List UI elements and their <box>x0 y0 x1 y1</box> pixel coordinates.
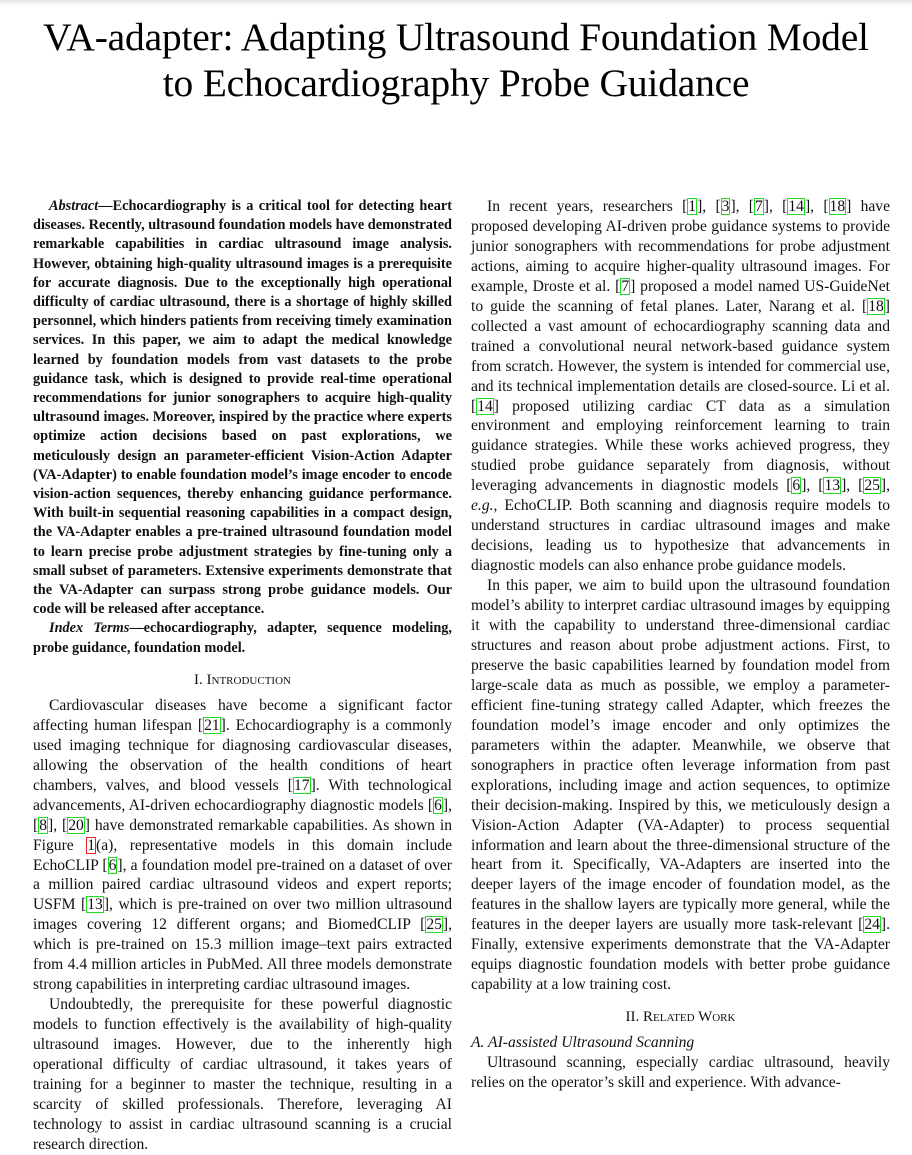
citation-link[interactable]: 24 <box>864 916 880 934</box>
text-run: ]. Finally, extensive experiments demonstrate that the VA-Adapter equips diagnostic foundation models with better probe guidance capability at a low training cost. <box>471 916 890 994</box>
text-run: ], [ <box>763 198 788 215</box>
text-run: ], a foundation model pre-trained on a dataset of over a million paired cardiac ultrasound videos and expert reports; USFM [ <box>33 856 452 914</box>
text-run: (a), representative models in this domain include EchoCLIP [ <box>33 836 452 874</box>
citation-link[interactable]: 8 <box>39 816 47 834</box>
text-run: ]. Echocardiography is a commonly used imaging technique for diagnosing cardiovascular diseases, allowing the observation of the health conditions of heart chambers, valves, and blood vessels [ <box>33 716 452 794</box>
citation-link[interactable]: 1 <box>688 198 697 215</box>
index-terms-text: —echocardiography, adapter, sequence modeling, probe guidance, foundation model. <box>33 620 453 656</box>
citation-link[interactable]: 6 <box>108 856 117 874</box>
text-run: ] have demonstrated remarkable capabilities. As shown in Figure <box>33 816 453 854</box>
citation-link[interactable]: 18 <box>829 198 846 215</box>
text-run: In this paper, we aim to build upon the ultrasound foundation model’s ability to interpret cardiac ultrasound images by equipping it with the capability to understand three-dimensional cardiac structures and reason about probe adjustment actions. First, to preserve the basic capabilities learned by foundation model from large-scale data as much as possible, we employ a parameter-efficient fine-tuning strategy called Adapter, which freezes the foundation model’s image encoder and only optimizes the parameters within the adapter. Meanwhile, we observe that sonographers in practice often leverage information from past explorations, including image and action sequences, to optimize their decision-making. Inspired by this, we meticulously design a Vision-Action Adapter (VA-Adapter) to process sequential information and learn about the three-dimensional structure of the heart from it. Specifically, VA-Adapters are inserted into the deeper layers of the image encoder of foundation model, as the features in the shallow layers are typically more general, while the features in the deeper layers are usually more task-relevant [ <box>471 577 890 934</box>
citation-link[interactable]: 13 <box>87 896 103 914</box>
abstract-label: Abstract <box>49 198 99 214</box>
text-run: ], [ <box>801 477 824 495</box>
citation-link[interactable]: 3 <box>721 198 730 215</box>
citation-link[interactable]: 21 <box>204 716 220 734</box>
intro-paragraph-1 <box>33 696 452 995</box>
intro-paragraph-4 <box>471 576 890 995</box>
citation-link[interactable]: 6 <box>434 796 442 814</box>
subsection-heading: A. AI-assisted Ultrasound Scanning <box>471 1034 695 1052</box>
text-run: ] proposed a model named US-GuideNet to guide the scanning of fetal planes. Later, Narang et al. [ <box>471 277 890 315</box>
abstract <box>33 197 452 619</box>
citation-link[interactable]: 20 <box>68 816 84 834</box>
title-line-1: VA-adapter: Adapting Ultrasound Foundation Model <box>43 15 869 59</box>
page-top-shadow <box>0 0 912 6</box>
index-terms <box>33 619 452 657</box>
related-work-paragraph-1: Ultrasound scanning, especially cardiac ultrasound, heavily relies on the operator’s skill and experience. With advance- <box>471 1054 890 1092</box>
paper-title <box>0 14 912 106</box>
section-heading-introduction: I. Introduction <box>194 671 291 688</box>
intro-paragraph-3 <box>471 197 890 576</box>
figure-reference-link[interactable]: 1 <box>87 836 96 854</box>
text-run: Cardiovascular diseases have become a significant factor affecting human lifespan [ <box>33 696 452 734</box>
text-run: ], [ <box>48 816 68 834</box>
text-run: ] have proposed developing AI-driven probe guidance systems to provide junior sonographers with recommendations for probe adjustment actions, aiming to acquire higher-quality ultrasound images. For example, Droste et al. [ <box>471 198 891 295</box>
text-run: ], which is pre-trained on 15.3 million image–text pairs extracted from 4.4 million articles in PubMed. All three models demonstrate strong capabilities in interpreting cardiac ultrasound images. <box>33 916 452 994</box>
abstract-text: —Echocardiography is a critical tool for detecting heart diseases. Recently, ultrasound foundation models have demonstrated remarkable capabilities in cardiac ultrasound image analysis. However, obtaining high-quality ultrasound images is a prerequisite for accurate diagnosis. Due to the exceptionally high operational difficulty of cardiac ultrasound, there is a shortage of highly skilled personnel, which hinders patients from receiving timely examination services. In this paper, we aim to adapt the medical knowledge learned by foundation models from vast datasets to the probe guidance task, which is designed to provide real-time operational recommendations for junior sonographers to acquire high-quality ultrasound images. Moreover, inspired by the practice where experts optimize action decisions based on past explorations, we meticulously design an parameter-efficient Vision-Action Adapter (VA-Adapter) to enable foundation model’s image encoder to encode vision-action sequences, thereby enhancing guidance performance. With built-in sequential reasoning capabilities in a compact design, the VA-Adapter enables a pre-trained ultrasound foundation model to learn precise probe adjustment strategies by fine-tuning only a small subset of parameters. Extensive experiments demonstrate that the VA-Adapter can surpass strong probe guidance models. Our code will be released after acceptance. <box>33 198 452 618</box>
citation-link[interactable]: 14 <box>788 198 804 215</box>
section-heading-related-work: II. Related Work <box>625 1009 736 1026</box>
citation-link[interactable]: 13 <box>824 477 841 495</box>
text-run: ] collected a vast amount of echocardiography scanning data and trained a convolutional neural network-based guidance system from scratch. However, the system is intended for commercial use, and its technical implementation details are closed-source. Li et al. [ <box>471 297 890 415</box>
text-run: ], [ <box>730 198 754 215</box>
text-run: ], <box>880 477 890 495</box>
citation-link[interactable]: 25 <box>426 916 442 934</box>
text-run: ], [ <box>33 796 452 834</box>
citation-link[interactable]: 7 <box>621 277 630 295</box>
text-run: , EchoCLIP. Both scanning and diagnosis require models to understand structures in cardiac ultrasound images and make decisions, leading us to hypothesize that advancements in diagnostic models can also enhance probe guidance models. <box>471 497 890 575</box>
text-run: In recent years, researchers [ <box>487 198 688 215</box>
citation-link[interactable]: 6 <box>792 477 801 495</box>
text-run: ], [ <box>841 477 864 495</box>
text-run: ] proposed utilizing cardiac CT data as a simulation environment and employing reinforcement learning to train guidance strategies. While these works achieved progress, they studied probe guidance separately from diagnosis, without leveraging advancements in diagnostic models [ <box>471 397 890 495</box>
text-run: ], which is pre-trained on over two million ultrasound images covering 12 different organs; and BiomedCLIP [ <box>33 896 452 934</box>
intro-paragraph-2: Undoubtedly, the prerequisite for these powerful diagnostic models to function effectively is the availability of high-quality ultrasound images. However, due to the inherently high operational difficulty of cardiac ultrasound, it takes years of training for a beginner to master the technique, resulting in a scarcity of skilled professionals. Therefore, leveraging AI technology to assist in cardiac ultrasound scanning is a crucial research direction. <box>33 996 452 1153</box>
citation-link[interactable]: 7 <box>755 198 763 215</box>
citation-link[interactable]: 14 <box>477 397 493 415</box>
text-run: ]. With technological advancements, AI-driven echocardiography diagnostic models [ <box>33 776 452 814</box>
citation-link[interactable]: 17 <box>293 776 310 794</box>
text-run: ], [ <box>697 198 721 215</box>
title-line-2: to Echocardiography Probe Guidance <box>162 61 750 105</box>
citation-link[interactable]: 18 <box>868 297 884 315</box>
text-run: ], [ <box>804 198 829 215</box>
right-column <box>471 197 890 1093</box>
text-run-italic: e.g. <box>471 497 494 515</box>
index-terms-label: Index Terms <box>49 620 130 637</box>
left-column <box>33 197 452 1155</box>
citation-link[interactable]: 25 <box>864 477 880 495</box>
